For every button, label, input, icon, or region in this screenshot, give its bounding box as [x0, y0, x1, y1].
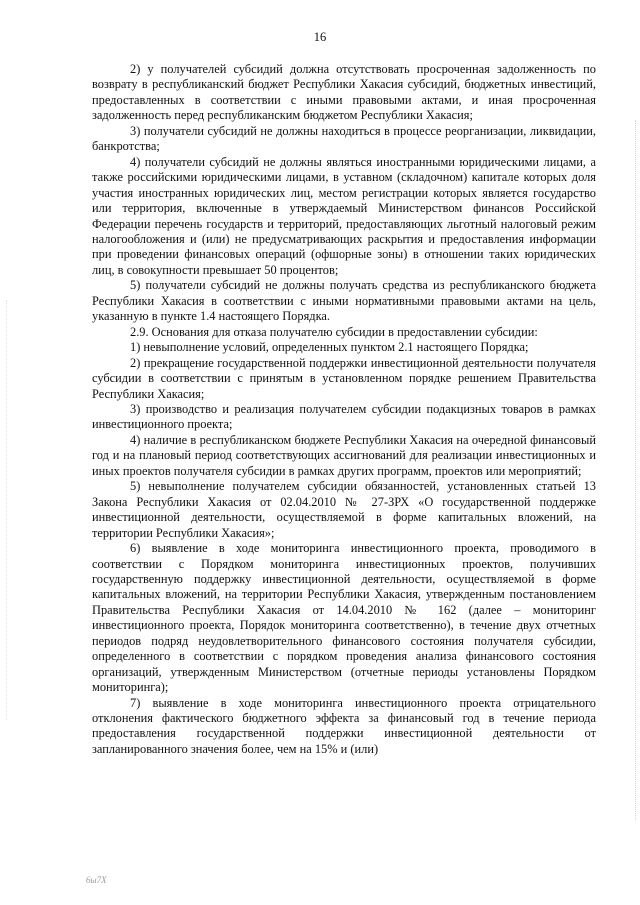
page-number: 16 — [313, 30, 327, 44]
paragraph-refusal-6: 6) выявление в ходе мониторинга инвестиционного проекта, проводимого в соответствии с Порядком мониторинга инвестиционных проектов, получивших государственную поддержку инвестиционной деятельности, осуществляемой в форме капитальных вложений, на территории Республики Хакасия, утвержденным постановлением Правительства Республики Хакасия от 14.04.2010 № 162 (далее – мониторинг инвестиционного проекта, Порядок мониторинга соответственно), в течение двух отчетных периодов подряд неудовлетворительного финансового состояния получателя субсидии, определенного в соответствии с порядком проведения анализа финансового состояния организаций, утвержденным Министерством (отчетные периоды установлены Порядком мониторинга); — [92, 541, 596, 695]
footer-mark: 6ы7Х — [86, 875, 107, 885]
paragraph-no-other-funding: 5) получатели субсидий не должны получать средства из республиканского бюджета Республики Хакасия в соответствии с иными нормативными правовыми актами на цель, указанную в пункте 1.4 настоящего Порядка. — [92, 278, 596, 324]
paragraph-no-foreign-entities: 4) получатели субсидий не должны являться иностранными юридическими лицами, а также российскими юридическими лицами, в уставном (складочном) капитале которых доля участия иностранных юридических лиц, местом регистрации которых является государство или территория, включенные в утверждаемый Министерством финансов Российской Федерации перечень государств и территорий, предоставляющих льготный налоговый режим налогообложения и (или) не предусматривающих раскрытия и предоставления информации при проведении финансовых операций (офшорные зоны) в отношении таких юридических лиц, в совокупности превышает 50 процентов; — [92, 154, 596, 277]
scan-edge-left — [6, 300, 8, 720]
paragraph-refusal-2: 2) прекращение государственной поддержки инвестиционной деятельности получателя субсидии в соответствии с принятым в установленном порядке решением Правительства Республики Хакасия; — [92, 355, 596, 401]
document-body — [92, 62, 596, 757]
paragraph-refusal-3: 3) производство и реализация получателем субсидии подакцизных товаров в рамках инвестиционного проекта; — [92, 401, 596, 432]
paragraph-refusal-grounds-heading: 2.9. Основания для отказа получателю субсидии в предоставлении субсидии: — [130, 324, 538, 339]
paragraph-refusal-1: 1) невыполнение условий, определенных пунктом 2.1 настоящего Порядка; — [130, 340, 529, 355]
paragraph-subsidy-debt: 2) у получателей субсидий должна отсутствовать просроченная задолженность по возврату в республиканский бюджет Республики Хакасия субсидий, бюджетных инвестиций, предоставленных в соответствии с иными правовыми актами, и иная просроченная задолженность перед республиканским бюджетом Республики Хакасия; — [92, 62, 596, 123]
scan-edge-right — [634, 120, 636, 820]
paragraph-no-reorganization: 3) получатели субсидий не должны находиться в процессе реорганизации, ликвидации, банкротства; — [92, 123, 596, 154]
paragraph-refusal-5: 5) невыполнение получателем субсидии обязанностей, установленных статьей 13 Закона Республики Хакасия от 02.04.2010 № 27-ЗРХ «О государственной поддержке инвестиционной деятельности, осуществляемой в форме капитальных вложений, на территории Республики Хакасия»; — [92, 479, 596, 540]
paragraph-refusal-7: 7) выявление в ходе мониторинга инвестиционного проекта отрицательного отклонения фактического бюджетного эффекта за финансовый год в течение периода предоставления государственной поддержки инвестиционной деятельности от запланированного значения более, чем на 15% и (или) — [92, 695, 596, 756]
paragraph-refusal-4: 4) наличие в республиканском бюджете Республики Хакасия на очередной финансовый год и на плановый период соответствующих ассигнований для реализации инвестиционных и иных проектов получателя субсидии в рамках других программ, проектов или мероприятий; — [92, 432, 596, 478]
